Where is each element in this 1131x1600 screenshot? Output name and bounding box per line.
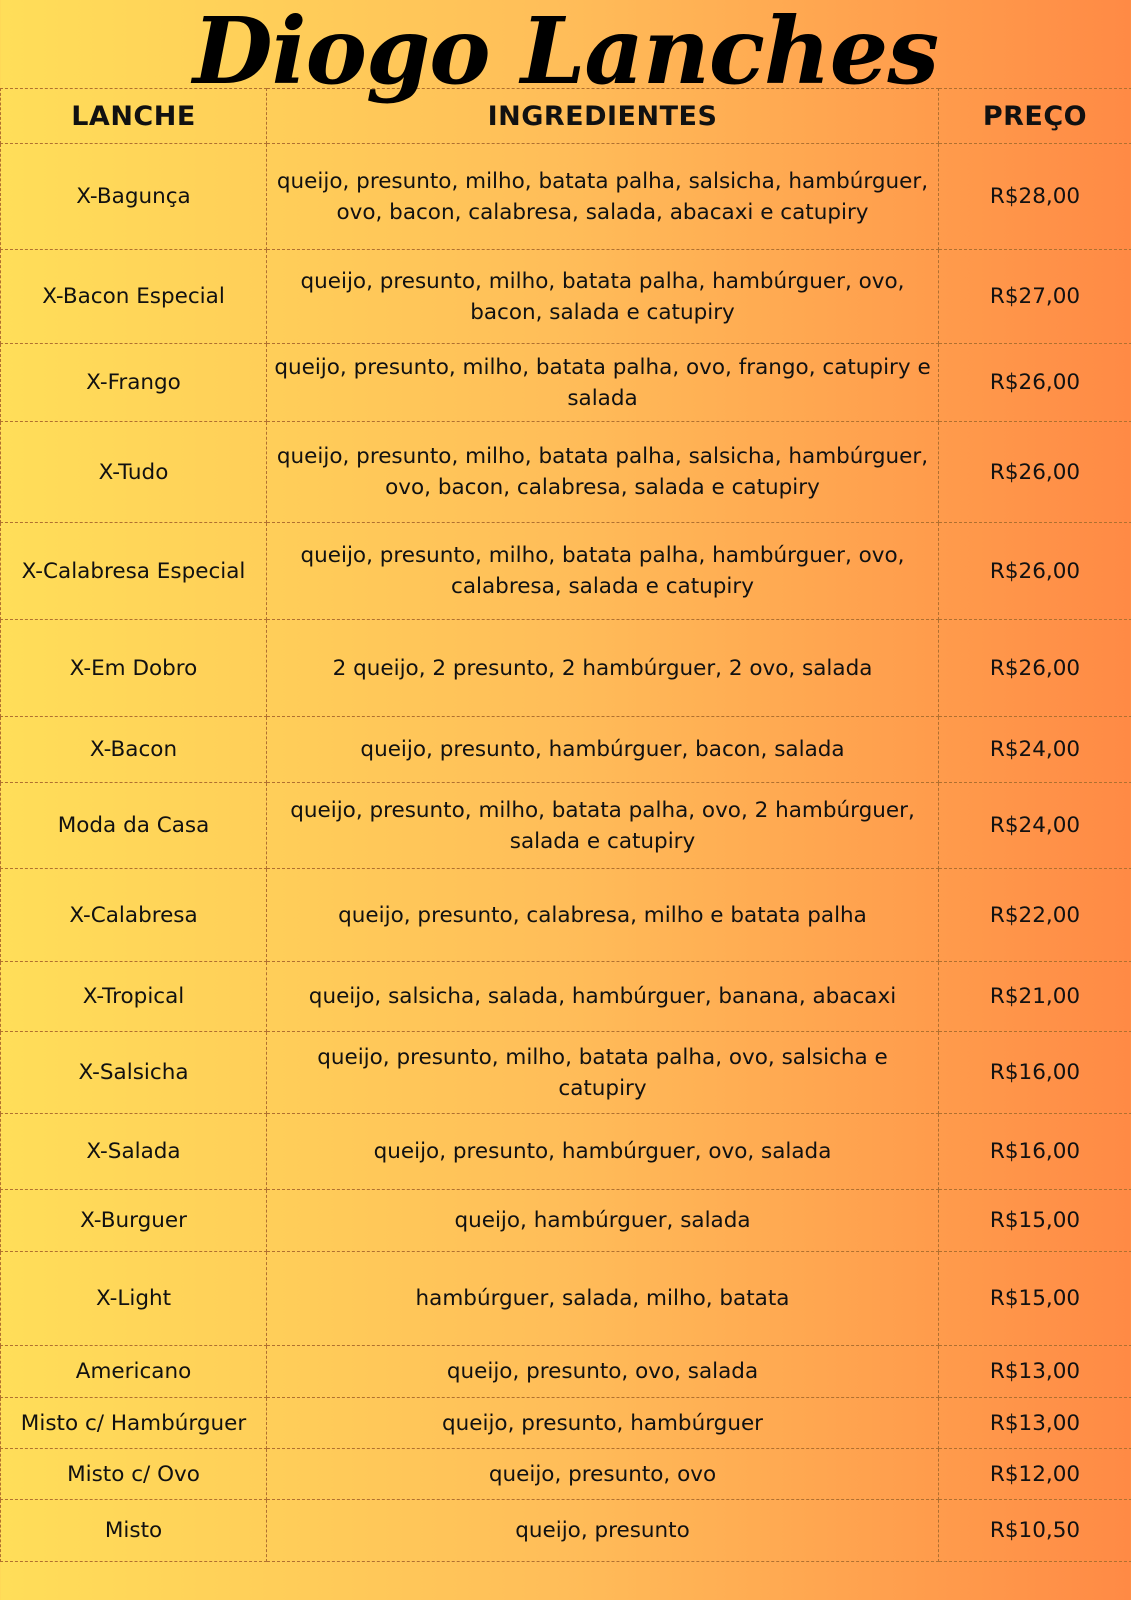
item-price: R$21,00 — [939, 962, 1131, 1032]
menu-row — [1, 620, 1131, 717]
item-ingredients: queijo, presunto, hambúrguer, ovo, salada — [267, 1114, 939, 1190]
page-title: Diogo Lanches — [192, 0, 939, 105]
item-name: X-Calabresa Especial — [1, 523, 267, 620]
item-ingredients: queijo, presunto, hambúrguer — [267, 1398, 939, 1449]
item-price: R$22,00 — [939, 869, 1131, 962]
item-name: X-Tropical — [1, 962, 267, 1032]
item-name: X-Salsicha — [1, 1032, 267, 1114]
item-price: R$28,00 — [939, 144, 1131, 250]
item-price: R$15,00 — [939, 1190, 1131, 1252]
item-price: R$27,00 — [939, 250, 1131, 344]
item-name: Misto c/ Hambúrguer — [1, 1398, 267, 1449]
item-price: R$24,00 — [939, 717, 1131, 783]
menu-row — [1, 344, 1131, 422]
item-name: X-Light — [1, 1252, 267, 1346]
item-ingredients: queijo, presunto, milho, batata palha, salsicha, hambúrguer, ovo, bacon, calabresa, salada e catupiry — [267, 422, 939, 523]
menu-row — [1, 1500, 1131, 1562]
menu-row — [1, 250, 1131, 344]
menu-row — [1, 1346, 1131, 1398]
item-name: X-Em Dobro — [1, 620, 267, 717]
menu-table — [0, 88, 1131, 1562]
item-name: X-Salada — [1, 1114, 267, 1190]
menu-row — [1, 869, 1131, 962]
menu-row — [1, 1032, 1131, 1114]
item-price: R$26,00 — [939, 620, 1131, 717]
item-name: X-Calabresa — [1, 869, 267, 962]
item-price: R$26,00 — [939, 344, 1131, 422]
item-price: R$16,00 — [939, 1114, 1131, 1190]
item-ingredients: queijo, presunto — [267, 1500, 939, 1562]
menu-row — [1, 783, 1131, 869]
item-price: R$26,00 — [939, 523, 1131, 620]
menu-row — [1, 1449, 1131, 1500]
item-name: X-Bacon — [1, 717, 267, 783]
item-ingredients: queijo, presunto, milho, batata palha, ovo, 2 hambúrguer, salada e catupiry — [267, 783, 939, 869]
item-ingredients: queijo, presunto, milho, batata palha, ovo, salsicha e catupiry — [267, 1032, 939, 1114]
item-name: Americano — [1, 1346, 267, 1398]
item-ingredients: queijo, presunto, hambúrguer, bacon, salada — [267, 717, 939, 783]
item-name: X-Tudo — [1, 422, 267, 523]
menu-row — [1, 1114, 1131, 1190]
item-price: R$13,00 — [939, 1346, 1131, 1398]
item-ingredients: queijo, presunto, milho, batata palha, hambúrguer, ovo, bacon, salada e catupiry — [267, 250, 939, 344]
header-lanche: LANCHE — [1, 89, 267, 144]
item-price: R$16,00 — [939, 1032, 1131, 1114]
item-ingredients: queijo, presunto, ovo — [267, 1449, 939, 1500]
item-name: X-Bagunça — [1, 144, 267, 250]
menu-row — [1, 1252, 1131, 1346]
item-name: X-Frango — [1, 344, 267, 422]
item-name: X-Burguer — [1, 1190, 267, 1252]
menu-row — [1, 422, 1131, 523]
menu-row — [1, 1190, 1131, 1252]
item-price: R$13,00 — [939, 1398, 1131, 1449]
item-name: Moda da Casa — [1, 783, 267, 869]
menu-row — [1, 144, 1131, 250]
menu-row — [1, 962, 1131, 1032]
menu-body — [1, 144, 1131, 1562]
item-ingredients: queijo, hambúrguer, salada — [267, 1190, 939, 1252]
item-ingredients: queijo, presunto, ovo, salada — [267, 1346, 939, 1398]
item-ingredients: queijo, presunto, milho, batata palha, hambúrguer, ovo, calabresa, salada e catupiry — [267, 523, 939, 620]
item-ingredients: hambúrguer, salada, milho, batata — [267, 1252, 939, 1346]
menu-row — [1, 523, 1131, 620]
item-ingredients: queijo, presunto, calabresa, milho e batata palha — [267, 869, 939, 962]
item-name: Misto — [1, 1500, 267, 1562]
item-name: Misto c/ Ovo — [1, 1449, 267, 1500]
item-ingredients: queijo, salsicha, salada, hambúrguer, banana, abacaxi — [267, 962, 939, 1032]
menu-row — [1, 1398, 1131, 1449]
item-ingredients: queijo, presunto, milho, batata palha, ovo, frango, catupiry e salada — [267, 344, 939, 422]
item-ingredients: queijo, presunto, milho, batata palha, salsicha, hambúrguer, ovo, bacon, calabresa, salada, abacaxi e catupiry — [267, 144, 939, 250]
header-ingredientes: INGREDIENTES — [267, 89, 939, 144]
item-ingredients: 2 queijo, 2 presunto, 2 hambúrguer, 2 ovo, salada — [267, 620, 939, 717]
item-price: R$10,50 — [939, 1500, 1131, 1562]
item-price: R$15,00 — [939, 1252, 1131, 1346]
header-preco: PREÇO — [939, 89, 1131, 144]
item-name: X-Bacon Especial — [1, 250, 267, 344]
menu-row — [1, 717, 1131, 783]
item-price: R$26,00 — [939, 422, 1131, 523]
item-price: R$12,00 — [939, 1449, 1131, 1500]
item-price: R$24,00 — [939, 783, 1131, 869]
